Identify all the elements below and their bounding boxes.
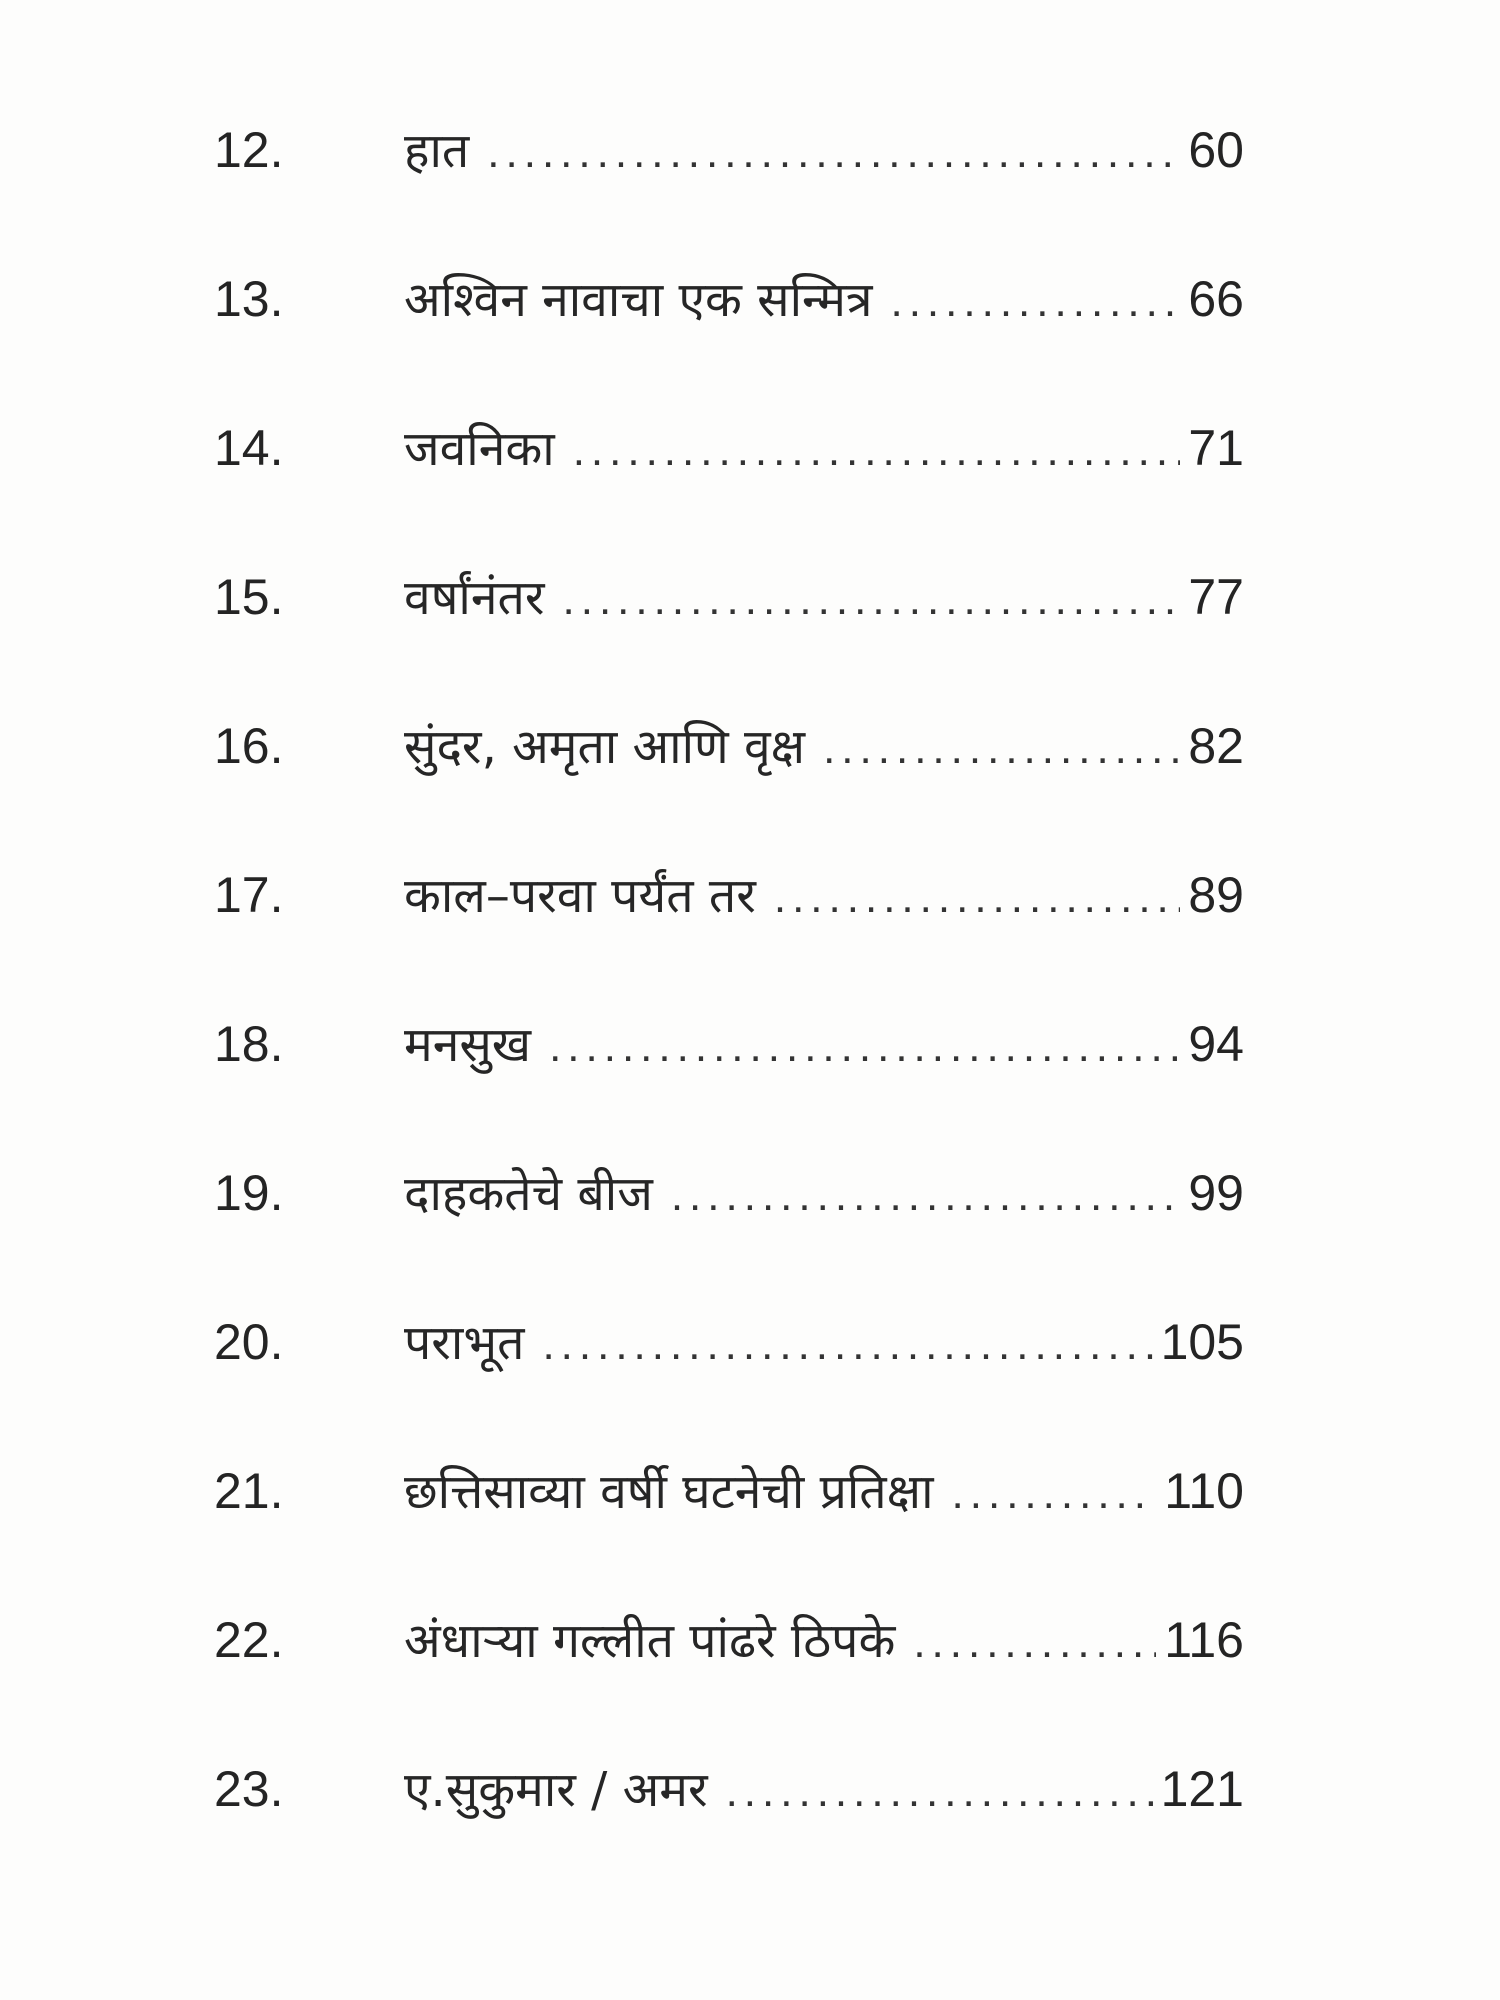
entry-page-number: 105 (1160, 1314, 1244, 1370)
toc-entry (214, 1759, 1244, 1908)
toc-entry (214, 1312, 1244, 1461)
entry-page-number: 82 (1188, 718, 1244, 774)
toc-entry (214, 716, 1244, 865)
entry-number: 13. (214, 271, 284, 327)
entry-number: 23. (214, 1761, 284, 1817)
entry-number: 22. (214, 1612, 284, 1668)
entry-number: 16. (214, 718, 284, 774)
entry-page-number: 89 (1188, 867, 1244, 923)
entry-title: ए.सुकुमार / अमर (404, 1762, 708, 1818)
entry-number: 14. (214, 420, 284, 476)
entry-title: पराभूत (404, 1315, 525, 1371)
entry-number: 17. (214, 867, 284, 923)
entry-page-number: 94 (1188, 1016, 1244, 1072)
toc-entry (214, 865, 1244, 1014)
entry-title: छत्तिसाव्या वर्षी घटनेची प्रतिक्षा (404, 1464, 934, 1520)
entry-page-number: 71 (1188, 420, 1244, 476)
entry-page-number: 60 (1188, 122, 1244, 178)
toc-entry (214, 418, 1244, 567)
dot-leader (774, 868, 1181, 928)
dot-leader (952, 1464, 1157, 1524)
entry-page-number: 121 (1160, 1761, 1244, 1817)
entry-number: 12. (214, 122, 284, 178)
dot-leader (913, 1613, 1156, 1673)
entry-title: अश्विन नावाचा एक सन्मित्र (404, 272, 873, 328)
toc-entry (214, 1610, 1244, 1759)
entry-number: 20. (214, 1314, 284, 1370)
table-of-contents (214, 120, 1244, 1908)
dot-leader (726, 1762, 1153, 1822)
entry-title: वर्षांनंतर (404, 570, 545, 626)
entry-title: दाहकतेचे बीज (404, 1166, 653, 1222)
dot-leader (542, 1315, 1152, 1375)
entry-number: 21. (214, 1463, 284, 1519)
toc-entry (214, 269, 1244, 418)
entry-title: सुंदर, अमृता आणि वृक्ष (404, 719, 806, 775)
entry-title: मनसुख (404, 1017, 532, 1073)
toc-entry (214, 120, 1244, 269)
entry-page-number: 66 (1188, 271, 1244, 327)
entry-title: काल–परवा पर्यंत तर (404, 868, 756, 924)
dot-leader (563, 570, 1181, 630)
entry-page-number: 116 (1164, 1612, 1244, 1668)
entry-title: जवनिका (404, 421, 555, 477)
dot-leader (487, 123, 1180, 183)
entry-title: हात (404, 123, 470, 179)
entry-title: अंधाऱ्या गल्लीत पांढरे ठिपके (404, 1613, 896, 1669)
toc-entry (214, 1461, 1244, 1610)
dot-leader (671, 1166, 1181, 1226)
dot-leader (890, 272, 1180, 332)
toc-entry (214, 1163, 1244, 1312)
toc-entry (214, 567, 1244, 716)
dot-leader (549, 1017, 1180, 1077)
entry-number: 15. (214, 569, 284, 625)
toc-entry (214, 1014, 1244, 1163)
dot-leader (823, 719, 1180, 779)
entry-number: 18. (214, 1016, 284, 1072)
dot-leader (573, 421, 1181, 481)
entry-number: 19. (214, 1165, 284, 1221)
entry-page-number: 110 (1164, 1463, 1244, 1519)
entry-page-number: 99 (1188, 1165, 1244, 1221)
entry-page-number: 77 (1188, 569, 1244, 625)
